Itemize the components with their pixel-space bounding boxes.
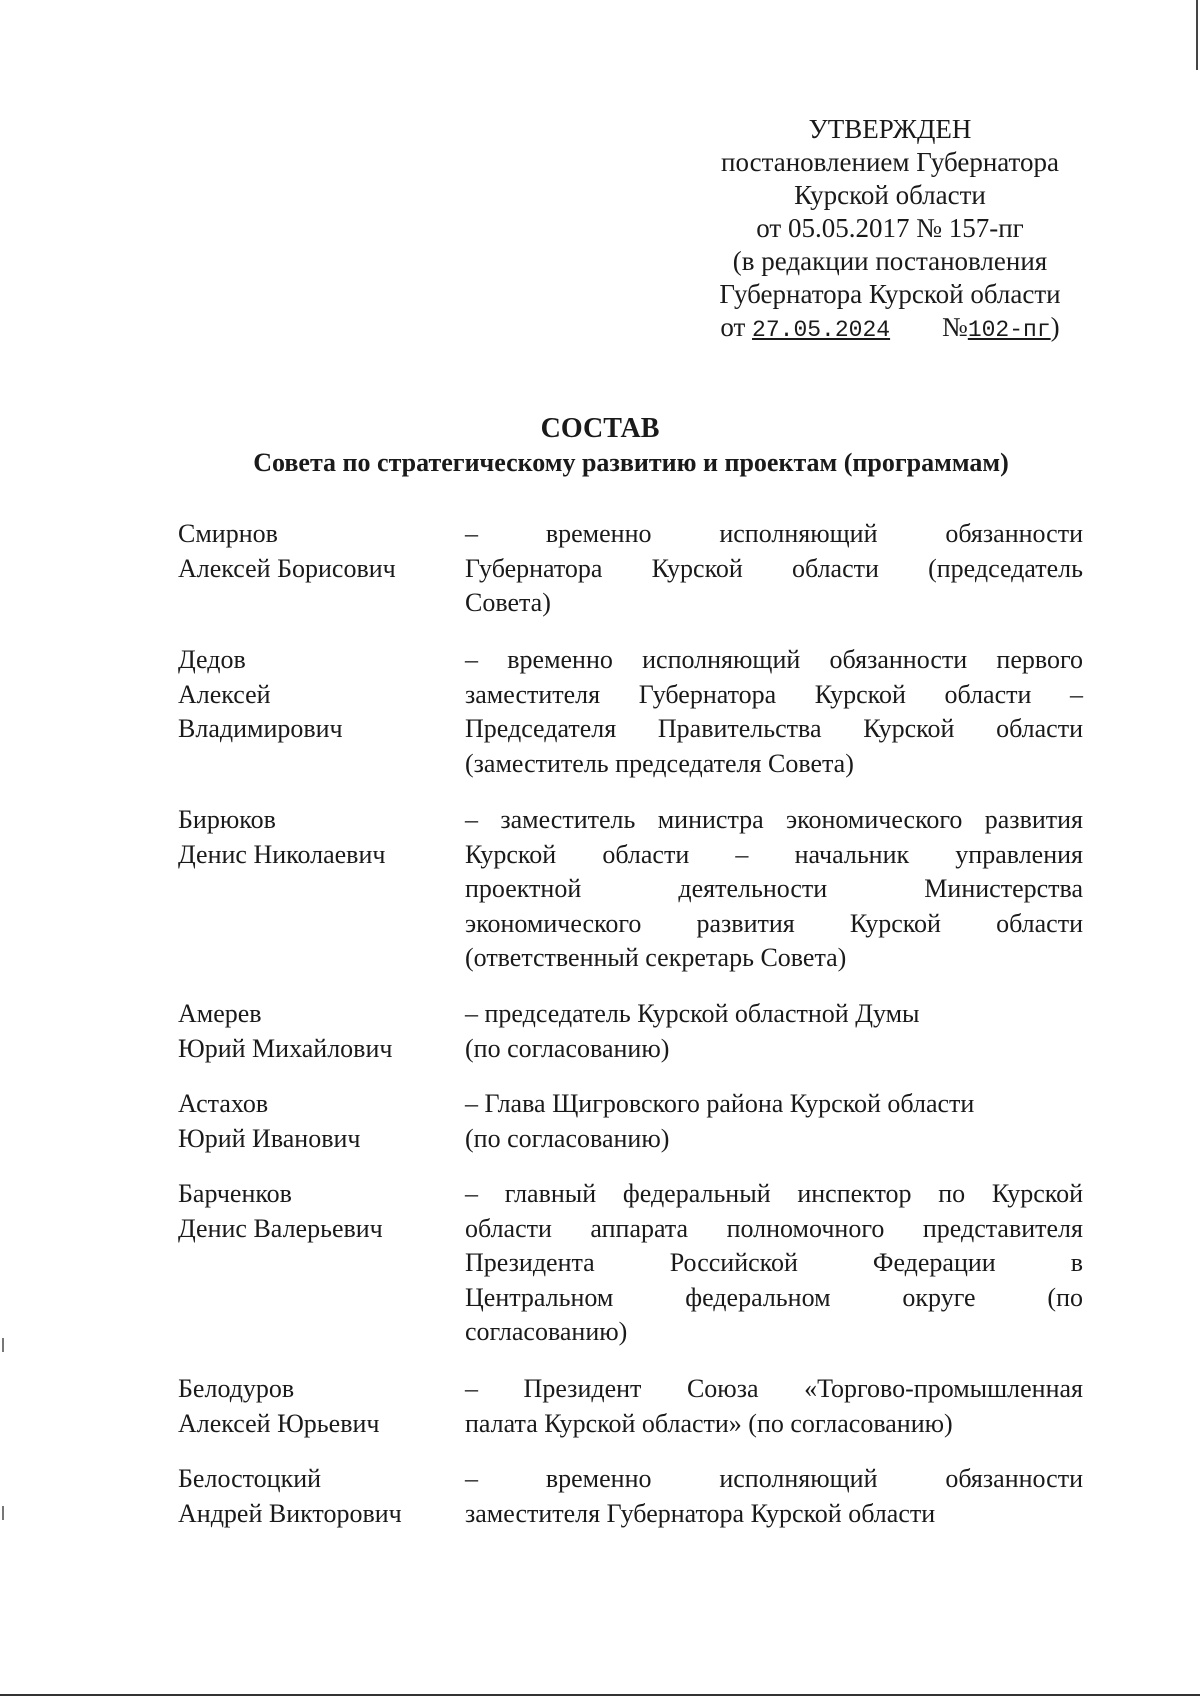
role-line: области аппарата полномочного представителя	[465, 1213, 1083, 1243]
role-line: согласованию)	[465, 1317, 628, 1346]
member-entry	[0, 997, 1200, 1087]
approval-line: Курской области	[794, 180, 986, 210]
member-entry	[0, 1177, 1200, 1372]
member-entry	[0, 1462, 1200, 1542]
document-title: СОСТАВ	[540, 413, 660, 444]
role-line: палата Курской области» (по согласованию)	[465, 1408, 953, 1438]
member-given-names: Денис Николаевич	[178, 839, 386, 869]
role-line: (ответственный секретарь Совета)	[465, 943, 847, 972]
approval-stamp	[690, 113, 1090, 347]
member-name	[178, 1462, 448, 1531]
approval-line: постановлением Губернатора	[721, 147, 1059, 177]
member-given-names: Владимирович	[178, 714, 343, 743]
member-role	[465, 803, 1083, 976]
member-name	[178, 1087, 448, 1156]
member-role	[465, 517, 1083, 621]
member-name	[178, 803, 448, 872]
member-name	[178, 1372, 448, 1441]
member-given-names: Алексей	[178, 679, 271, 709]
member-entry	[0, 1372, 1200, 1462]
role-line: Центральном федеральном округе (по	[465, 1282, 1083, 1312]
member-surname: Белодуров	[178, 1374, 295, 1403]
role-line: – Глава Щигровского района Курской области	[465, 1089, 975, 1118]
amendment-suffix: )	[1050, 312, 1060, 342]
member-name	[178, 997, 448, 1066]
approval-line: Губернатора Курской области	[719, 279, 1061, 309]
role-line: (по согласованию)	[465, 1033, 670, 1063]
role-line: – временно исполняющий обязанности первого	[465, 645, 1083, 674]
amendment-prefix: от	[720, 312, 746, 342]
member-entry	[0, 1087, 1200, 1177]
role-line: – председатель Курской областной Думы	[465, 999, 920, 1028]
amendment-line	[690, 311, 1090, 347]
member-given-names: Юрий Иванович	[178, 1123, 361, 1153]
role-line: – главный федеральный инспектор по Курской	[465, 1179, 1083, 1208]
role-line: заместителя Губернатора Курской области –	[465, 679, 1083, 709]
role-line: Губернатора Курской области (председатель	[465, 553, 1083, 583]
role-line: Совета)	[465, 588, 551, 617]
document-subtitle: Совета по стратегическому развитию и проектам (программам)	[253, 448, 1009, 477]
member-role	[465, 1372, 1083, 1441]
role-line: экономического развития Курской области	[465, 908, 1083, 938]
role-line: – временно исполняющий обязанности	[465, 1464, 1083, 1493]
member-name	[178, 517, 448, 586]
member-list	[0, 517, 1200, 1542]
member-role	[465, 1177, 1083, 1350]
role-line: Председателя Правительства Курской области	[465, 714, 1083, 743]
approval-line: (в редакции постановления	[732, 246, 1048, 276]
member-role	[465, 997, 1083, 1066]
role-line: – Президент Союза «Торгово-промышленная	[465, 1374, 1083, 1403]
member-surname: Смирнов	[178, 519, 278, 548]
member-surname: Дедов	[178, 645, 246, 674]
scan-edge-mark	[0, 1694, 1200, 1696]
member-surname: Амерев	[178, 999, 262, 1028]
member-given-names: Денис Валерьевич	[178, 1213, 383, 1243]
role-line: – заместитель министра экономического развития	[465, 805, 1083, 834]
member-given-names: Андрей Викторович	[178, 1498, 402, 1528]
member-surname: Барченков	[178, 1179, 292, 1208]
member-entry	[0, 803, 1200, 997]
member-surname: Астахов	[178, 1089, 269, 1118]
member-given-names: Алексей Юрьевич	[178, 1408, 380, 1438]
member-name	[178, 1177, 448, 1246]
amendment-date: 27.05.2024	[752, 317, 891, 343]
amendment-number: 102-пг	[967, 317, 1051, 343]
member-role	[465, 1087, 1083, 1156]
scan-edge-mark	[1196, 0, 1198, 70]
amendment-number-prefix: №	[942, 312, 968, 342]
role-line: (по согласованию)	[465, 1123, 670, 1153]
role-line: заместителя Губернатора Курской области	[465, 1498, 936, 1528]
member-name	[178, 643, 448, 747]
member-role	[465, 1462, 1083, 1531]
role-line: Президента Российской Федерации в	[465, 1248, 1083, 1277]
approval-heading: УТВЕРЖДЕН	[808, 114, 972, 144]
role-line: – временно исполняющий обязанности	[465, 519, 1083, 548]
member-given-names: Юрий Михайлович	[178, 1033, 393, 1063]
role-line: (заместитель председателя Совета)	[465, 748, 854, 778]
member-surname: Белостоцкий	[178, 1464, 322, 1493]
member-entry	[0, 517, 1200, 643]
approval-line: от 05.05.2017 № 157-пг	[756, 213, 1024, 243]
member-given-names: Алексей Борисович	[178, 553, 396, 583]
member-role	[465, 643, 1083, 781]
role-line: проектной деятельности Министерства	[465, 874, 1083, 903]
role-line: Курской области – начальник управления	[465, 839, 1083, 869]
member-entry	[0, 643, 1200, 803]
member-surname: Бирюков	[178, 805, 276, 834]
